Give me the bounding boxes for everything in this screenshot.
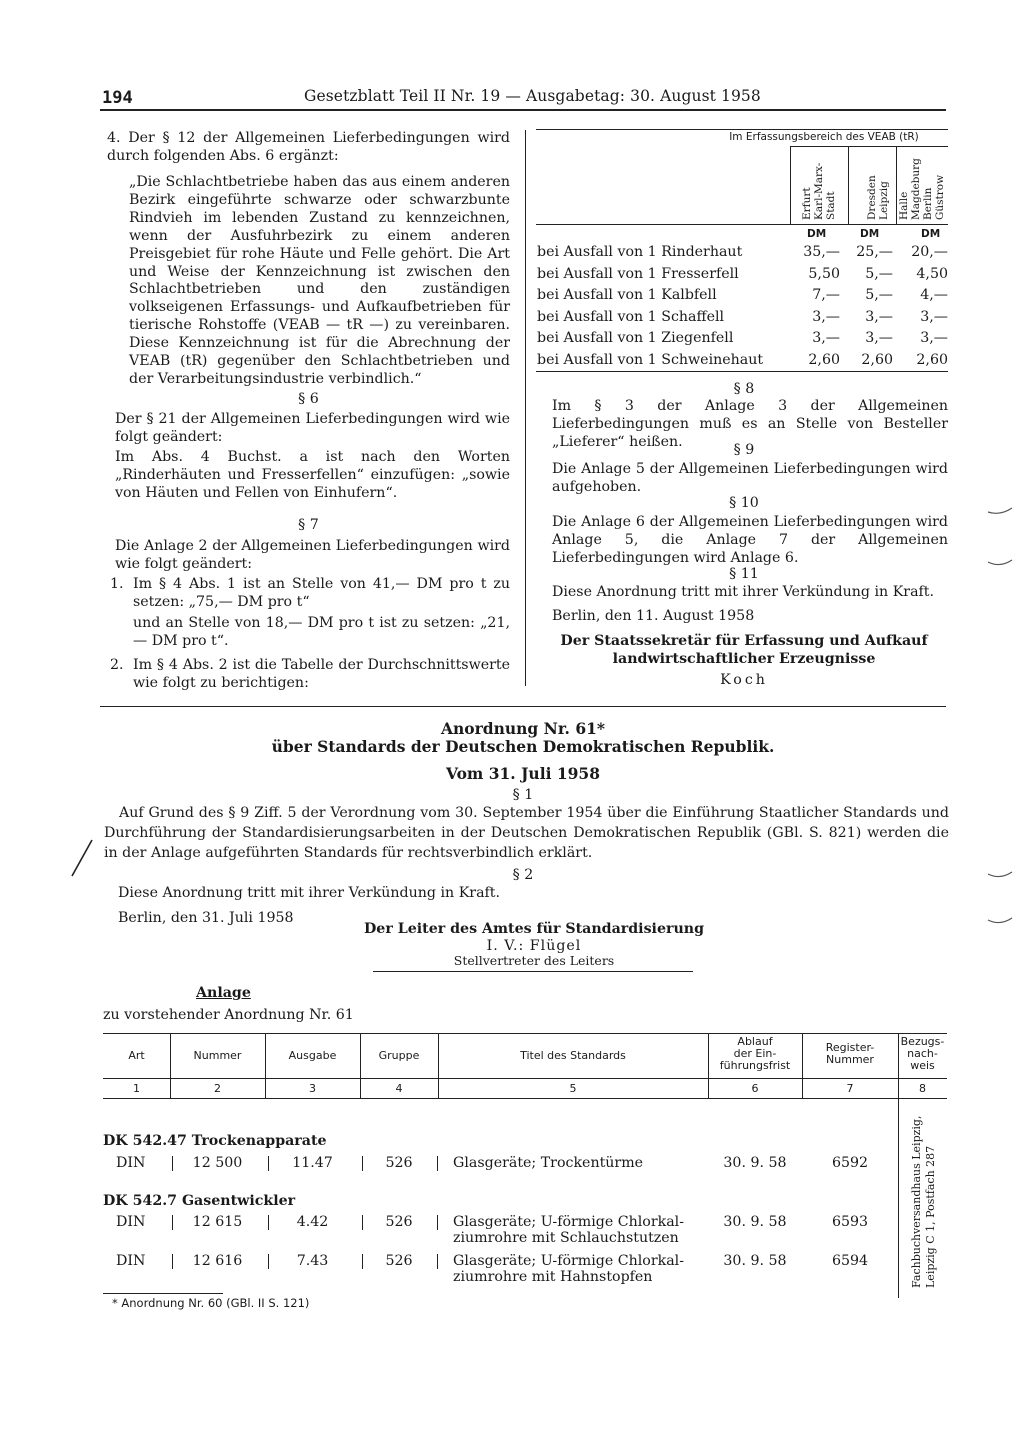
std-cell-frist: 30. 9. 58 — [723, 1253, 787, 1269]
std-cell-ausgabe: 11.47 — [292, 1155, 333, 1171]
margin-tick-mark — [988, 872, 1012, 877]
std-cell-register: 6593 — [831, 1214, 869, 1230]
std-head-nummer: Nummer — [193, 1049, 242, 1062]
std-head-ablauf-line1: Ablauf — [737, 1035, 773, 1048]
value-cell: 2,60 — [808, 351, 840, 368]
std-cell-gruppe: 526 — [385, 1155, 413, 1171]
std-cell-frist: 30. 9. 58 — [723, 1155, 787, 1171]
std-head-ablauf-line2: der Ein- — [733, 1047, 777, 1060]
margin-slash-mark — [72, 840, 92, 876]
left-p4-quote: „Die Schlachtbetriebe haben das aus einem anderen Bezirk eingeführte schwarze oder schwarzbunte Rindvieh im lebenden Zustand zu kennzeichnen, wenn der Ausfuhrbezirk zu einem anderen Preisgebiet für rohe Häute und Felle gehört. Die Art und Weise der Kennzeichnung ist zwischen den Schlachtbetrieben und den zuständigen volkseigenen Erfassungs- und Aufkaufbetrieben für tierische Rohstoffe (VEAB — tR —) zu vereinbaren. Diese Kennzeichnung ist für die Abrechnung der VEAB (tR) gegenüber den Schlachtbetrieben und der Verarbeitungsindustrie verbindlich.“ — [129, 174, 510, 387]
colhead-halle-line2: Magdeburg — [910, 158, 922, 220]
std-colnum-7: 7 — [846, 1082, 854, 1095]
value-cell: 5,50 — [808, 265, 840, 282]
std-colnum-8: 8 — [919, 1082, 926, 1095]
unit-dm-1: DM — [807, 228, 827, 240]
margin-tick-mark — [988, 918, 1012, 923]
s8-text: Im § 3 der Anlage 3 der Allgemeinen Lieferbedingungen muß es an Stelle von Besteller „Lieferer“ heißen. — [552, 398, 948, 450]
std-head-art: Art — [128, 1049, 145, 1062]
s6-p2: Im Abs. 4 Buchst. a ist nach den Worten „Rinderhäuten und Fresserfellen“ einzufügen: „sowie von Häuten und Fellen von Einhufern“. — [115, 449, 510, 501]
unit-dm-3: DM — [921, 228, 941, 240]
s10-heading: § 10 — [729, 495, 759, 511]
order61-title-2: über Standards der Deutschen Demokratischen Republik. — [271, 737, 775, 756]
std-bezug-line2: Leipzig C 1, Postfach 287 — [924, 1145, 937, 1288]
std-group-dk: DK 542.47 Trockenapparate — [103, 1133, 327, 1149]
std-cell-art: DIN — [116, 1253, 146, 1269]
right-place-date: Berlin, den 11. August 1958 — [552, 608, 755, 624]
right-table-caption: Im Erfassungsbereich des VEAB (tR) — [729, 131, 919, 143]
std-colnum-6: 6 — [751, 1082, 759, 1095]
order61-s1-heading: § 1 — [512, 787, 534, 803]
left-p4-intro-text: 4. Der § 12 der Allgemeinen Lieferbedingungen wird durch folgenden Abs. 6 ergänzt: — [107, 130, 510, 164]
std-colnum-2: 2 — [214, 1082, 221, 1095]
margin-tick-mark — [988, 560, 1012, 565]
value-row-label: bei Ausfall von 1 Kalbfell — [537, 287, 717, 303]
order61-signer-2: I. V.: Flügel — [486, 938, 582, 954]
order61-signer-3: Stellvertreter des Leiters — [453, 953, 615, 968]
std-cell-gruppe: 526 — [385, 1214, 413, 1230]
std-cell-titel: Glasgeräte; U-förmige Chlorkal- — [453, 1214, 685, 1230]
s10-text: Die Anlage 6 der Allgemeinen Lieferbedingungen wird Anlage 5, die Anlage 7 der Allgemeinen Lieferbedingungen wird Anlage 6. — [552, 514, 948, 566]
colhead-halle-line4: Güstrow — [934, 174, 946, 220]
colhead-dresden-line1: Dresden — [866, 175, 878, 220]
std-cell-art: DIN — [116, 1214, 146, 1230]
value-cell: 35,— — [803, 244, 840, 260]
value-cell: 3,— — [920, 330, 948, 346]
running-title: Gesetzblatt Teil II Nr. 19 — Ausgabetag: 30. August 1958 — [304, 87, 761, 105]
order61-place-date: Berlin, den 31. Juli 1958 — [118, 910, 294, 926]
s7-heading: § 7 — [298, 517, 319, 533]
page-number: 194 — [102, 88, 133, 108]
std-head-titel: Titel des Standards — [520, 1049, 626, 1062]
std-head-bezug-line2: nach- — [907, 1047, 938, 1060]
value-row-label: bei Ausfall von 1 Schaffell — [537, 308, 725, 325]
margin-tick-mark — [988, 508, 1012, 513]
colhead-halle-line3: Berlin — [922, 187, 934, 220]
s6-p1: Der § 21 der Allgemeinen Lieferbedingungen wird wie folgt geändert: — [115, 411, 510, 445]
std-cell-nummer: 12 500 — [192, 1155, 243, 1171]
order61-signer-1: Der Leiter des Amtes für Standardisierung — [364, 921, 704, 937]
value-cell: 2,60 — [861, 351, 893, 368]
std-colnum-1: 1 — [133, 1082, 140, 1095]
std-cell-titel: Glasgeräte; Trockentürme — [453, 1155, 644, 1171]
std-cell-ausgabe: 7.43 — [296, 1253, 329, 1269]
std-cell-art: DIN — [116, 1155, 146, 1171]
std-group-dk: DK 542.7 Gasentwickler — [103, 1193, 296, 1209]
s6-heading: § 6 — [298, 391, 319, 407]
value-cell: 3,— — [812, 308, 840, 325]
value-row-label: bei Ausfall von 1 Fresserfell — [537, 265, 739, 282]
value-cell: 2,60 — [916, 351, 948, 368]
unit-dm-2: DM — [860, 228, 880, 240]
s9-text: Die Anlage 5 der Allgemeinen Lieferbedingungen wird aufgehoben. — [552, 461, 948, 495]
value-cell: 25,— — [856, 244, 893, 260]
std-cell-titel: ziumrohre mit Schlauchstutzen — [453, 1230, 679, 1246]
value-cell: 5,— — [865, 265, 893, 282]
value-cell: 3,— — [812, 330, 840, 346]
colhead-halle-line1: Halle — [898, 191, 910, 220]
order61-title-1: Anordnung Nr. 61* — [440, 719, 606, 738]
anlage-heading: Anlage — [196, 985, 251, 1001]
anlage-subheading: zu vorstehender Anordnung Nr. 61 — [103, 1007, 354, 1023]
s7-p1: Die Anlage 2 der Allgemeinen Lieferbedingungen wird wie folgt geändert: — [115, 538, 510, 572]
std-cell-nummer: 12 616 — [192, 1253, 243, 1269]
value-cell: 20,— — [911, 244, 948, 260]
value-row-label: bei Ausfall von 1 Schweinehaut — [537, 351, 764, 368]
colhead-erfurt-line2: Karl-Marx- — [813, 162, 825, 220]
value-row-label: bei Ausfall von 1 Rinderhaut — [537, 244, 743, 260]
std-head-register-line1: Register- — [825, 1041, 875, 1054]
order61-s2-heading: § 2 — [512, 867, 534, 883]
order61-s1-text: Auf Grund des § 9 Ziff. 5 der Verordnung vom 30. September 1954 über die Einführung Staatlicher Standards und Durchführung der Standardisierungsarbeiten in der Deutschen Demokratischen Republik (GBl. S. 821) werden die in der Anlage aufgeführten Standards für rechtsverbindlich erklärt. — [104, 805, 949, 861]
std-head-register-line2: Nummer — [826, 1053, 874, 1066]
value-cell: 4,50 — [916, 265, 948, 282]
right-signer-title-1: Der Staatssekretär für Erfassung und Aufkauf — [560, 633, 928, 649]
std-colnum-4: 4 — [395, 1082, 403, 1095]
s7-item1-a: Im § 4 Abs. 1 ist an Stelle von 41,— DM pro t zu setzen: „75,— DM pro t“ — [133, 576, 510, 610]
value-cell: 3,— — [865, 308, 893, 325]
std-cell-ausgabe: 4.42 — [296, 1214, 329, 1230]
std-cell-titel: Glasgeräte; U-förmige Chlorkal- — [453, 1253, 685, 1269]
s7-item1-b: und an Stelle von 18,— DM pro t ist zu setzen: „21,— DM pro t“. — [133, 615, 510, 649]
order61-s2-text: Diese Anordnung tritt mit ihrer Verkündung in Kraft. — [118, 885, 500, 901]
s8-heading: § 8 — [733, 381, 755, 397]
s7-item2: Im § 4 Abs. 2 ist die Tabelle der Durchschnittswerte wie folgt zu berichtigen: — [133, 657, 510, 691]
s9-heading: § 9 — [733, 442, 755, 458]
std-cell-register: 6592 — [831, 1155, 869, 1171]
value-cell: 4,— — [920, 287, 948, 303]
s7-item2-number: 2. — [110, 657, 124, 673]
std-head-ausgabe: Ausgabe — [288, 1049, 337, 1062]
std-cell-frist: 30. 9. 58 — [723, 1214, 787, 1230]
std-cell-titel: ziumrohre mit Hahnstopfen — [453, 1269, 653, 1285]
std-colnum-5: 5 — [569, 1082, 577, 1095]
s7-item1-number: 1. — [110, 576, 124, 592]
std-head-gruppe: Gruppe — [378, 1049, 420, 1062]
std-colnum-3: 3 — [309, 1082, 316, 1095]
order61-date: Vom 31. Juli 1958 — [445, 764, 601, 783]
std-cell-gruppe: 526 — [385, 1253, 413, 1269]
std-head-bezug-line1: Bezugs- — [900, 1035, 945, 1048]
right-signer-title-2: landwirtschaftlicher Erzeugnisse — [612, 651, 876, 667]
colhead-dresden-line2: Leipzig — [878, 181, 890, 220]
value-cell: 3,— — [920, 308, 948, 325]
s11-heading: § 11 — [729, 566, 759, 582]
std-cell-nummer: 12 615 — [192, 1214, 243, 1230]
s11-text: Diese Anordnung tritt mit ihrer Verkündung in Kraft. — [552, 584, 934, 600]
std-bezug-line1: Fachbuchversandhaus Leipzig, — [910, 1115, 923, 1288]
right-signer-name: Koch — [720, 672, 768, 688]
footnote: * Anordnung Nr. 60 (GBl. II S. 121) — [112, 1296, 310, 1310]
value-cell: 7,— — [812, 287, 840, 303]
colhead-erfurt-line1: Erfurt — [801, 187, 813, 220]
std-head-bezug-line3: weis — [910, 1059, 935, 1072]
colhead-erfurt-line3: Stadt — [825, 191, 837, 220]
value-cell: 5,— — [865, 287, 893, 303]
std-head-ablauf-line3: führungsfrist — [719, 1059, 791, 1072]
value-row-label: bei Ausfall von 1 Ziegenfell — [537, 330, 734, 346]
value-cell: 3,— — [865, 330, 893, 346]
std-cell-register: 6594 — [831, 1253, 869, 1269]
